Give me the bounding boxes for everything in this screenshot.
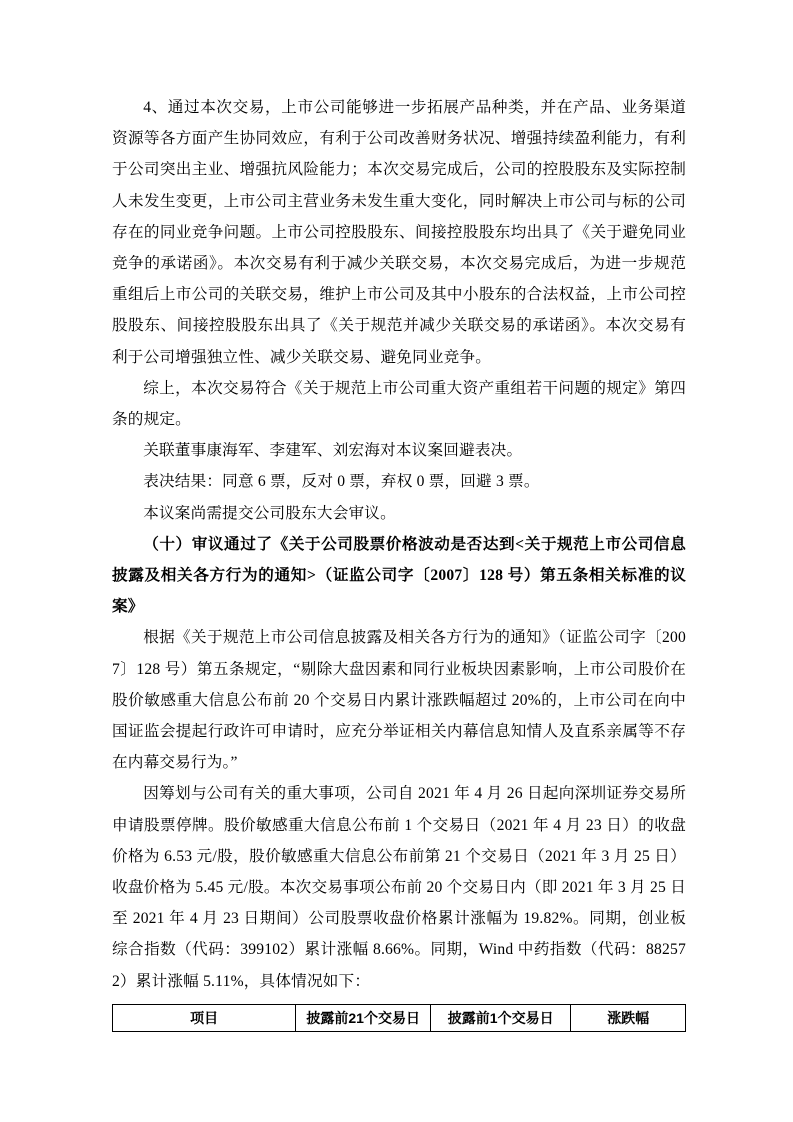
table-header-change: 涨跌幅	[571, 1004, 686, 1031]
section-heading-item-10: （十）审议通过了《关于公司股票价格波动是否达到<关于规范上市公司信息披露及相关各方行为的通知>（证监公司字〔2007〕128 号）第五条相关标准的议案》	[112, 535, 686, 616]
table-header-before-21-days: 披露前21个交易日	[296, 1004, 431, 1031]
document-body	[112, 92, 686, 1032]
paragraph-regulation-basis: 根据《关于规范上市公司信息披露及相关各方行为的通知》（证监公司字〔2007〕128 号）第五条规定，“剔除大盘因素和同行业板块因素影响，上市公司股价在股价敏感重大信息公布前 20 个交易日内累计涨跌幅超过 20%的，上市公司在向中国证监会提起行政许可申请时，应充分举证相关内幕信息知情人及直系亲属等不存在内幕交易行为。”	[112, 629, 686, 772]
paragraph-related-directors-abstain: 关联董事康海军、李建军、刘宏海对本议案回避表决。	[143, 442, 523, 460]
price-change-table	[112, 1004, 686, 1032]
paragraph-price-fluctuation-details: 因筹划与公司有关的重大事项，公司自 2021 年 4 月 26 日起向深圳证券交易所申请股票停牌。股价敏感重大信息公布前 1 个交易日（2021 年 4 月 23 日）的收盘价格为 6.53 元/股，股价敏感重大信息公布前第 21 个交易日（2021 年 3 月 25 日）收盘价格为 5.45 元/股。本次交易事项公布前 20 个交易日内（即 2021 年 3 月 25 日至 2021 年 4 月 23 日期间）公司股票收盘价格累计涨幅为 19.82%。同期，创业板综合指数（代码：399102）累计涨幅 8.66%。同期，Wind 中药指数（代码：882572）累计涨幅 5.11%，具体情况如下：	[112, 785, 686, 990]
table-header-before-1-day: 披露前1个交易日	[431, 1004, 571, 1031]
paragraph-voting-result: 表决结果：同意 6 票，反对 0 票，弃权 0 票，回避 3 票。	[143, 473, 540, 491]
paragraph-shareholder-meeting-review: 本议案尚需提交公司股东大会审议。	[143, 504, 396, 522]
paragraph-conclusion: 综上，本次交易符合《关于规范上市公司重大资产重组若干问题的规定》第四条的规定。	[112, 379, 686, 429]
table-header-row	[113, 1004, 686, 1031]
paragraph-transaction-benefits: 4、通过本次交易，上市公司能够进一步拓展产品种类，并在产品、业务渠道资源等各方面产生协同效应，有利于公司改善财务状况、增强持续盈利能力，有利于公司突出主业、增强抗风险能力；本次交易完成后，公司的控股股东及实际控制人未发生变更，上市公司主营业务未发生重大变化，同时解决上市公司与标的公司存在的同业竞争问题。上市公司控股股东、间接控股股东均出具了《关于避免同业竞争的承诺函》。本次交易有利于减少关联交易，本次交易完成后，为进一步规范重组后上市公司的关联交易，维护上市公司及其中小股东的合法权益，上市公司控股股东、间接控股股东出具了《关于规范并减少关联交易的承诺函》。本次交易有利于公司增强独立性、减少关联交易、避免同业竞争。	[112, 99, 686, 366]
table-header-item: 项目	[113, 1004, 296, 1031]
